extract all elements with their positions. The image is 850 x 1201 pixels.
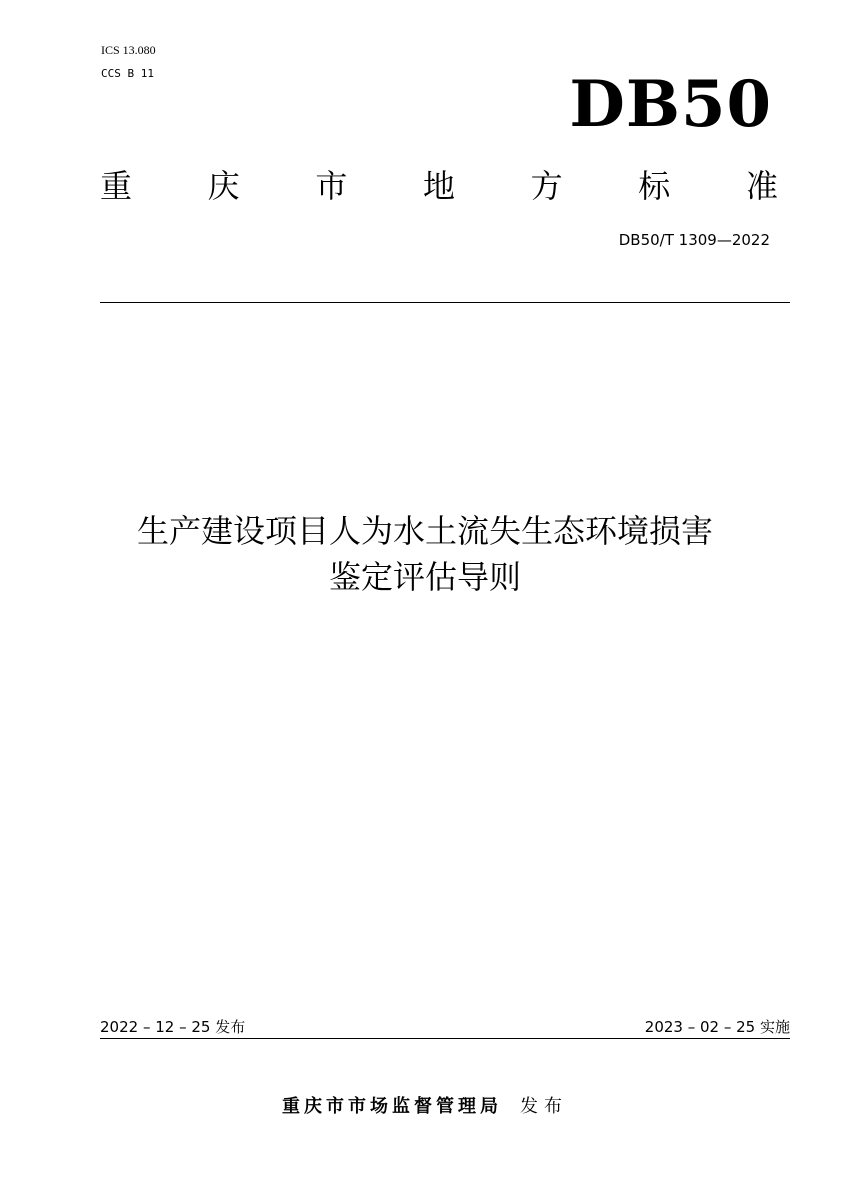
publish-label: 发布 — [520, 1096, 568, 1117]
ccs-code: CCS B 11 — [101, 67, 154, 80]
standard-type-char: 重 — [100, 167, 133, 205]
standard-prefix-code: DB50 — [569, 67, 772, 142]
standard-type-char: 市 — [315, 167, 348, 205]
ics-code: ICS 13.080 — [101, 43, 156, 57]
header-divider — [100, 302, 790, 303]
document-title — [0, 508, 850, 600]
standard-number: DB50/T 1309—2022 — [618, 231, 770, 249]
effective-date: 2023 – 02 – 25 实施 — [644, 1018, 790, 1036]
footer-divider — [100, 1038, 790, 1039]
title-line-1: 生产建设项目人为水土流失生态环境损害 — [136, 512, 713, 550]
standard-type-heading — [100, 166, 778, 206]
standard-type-char: 庆 — [207, 167, 240, 205]
date-row — [100, 1018, 790, 1038]
standard-type-char: 准 — [745, 167, 778, 205]
publish-date: 2022 – 12 – 25 发布 — [100, 1018, 246, 1036]
standard-type-char: 地 — [422, 167, 455, 205]
publisher-line — [0, 1095, 850, 1119]
standard-type-char: 方 — [530, 167, 563, 205]
title-line-2: 鉴定评估导则 — [328, 558, 521, 596]
publisher-name: 重庆市市场监督管理局 — [282, 1096, 502, 1117]
standard-type-char: 标 — [638, 167, 671, 205]
